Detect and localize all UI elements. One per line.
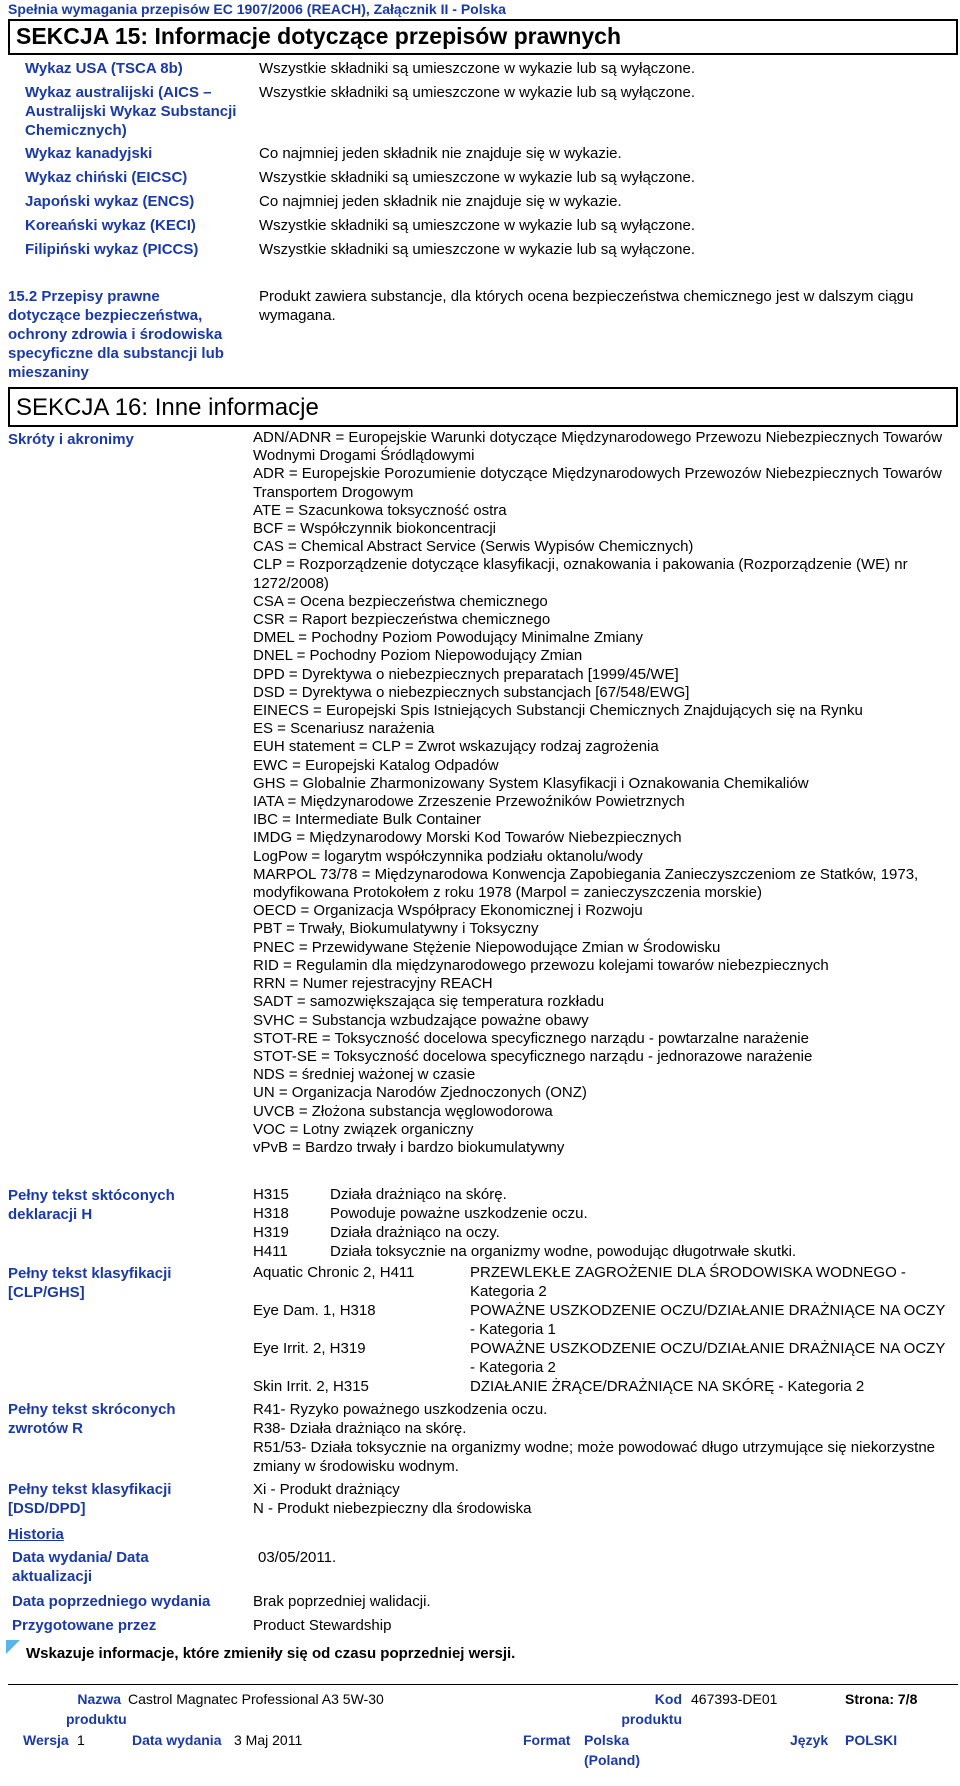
- abbreviation-item: vPvB = Bardzo trwały i bardzo biokumulatywny: [253, 1138, 565, 1156]
- inventory-value: Co najmniej jeden składnik nie znajduje się w wykazie.: [259, 193, 622, 210]
- abbreviation-item: UN = Organizacja Narodów Zjednoczonych (ONZ): [253, 1084, 587, 1102]
- inventory-label: Filipiński wykaz (PICCS): [25, 241, 199, 258]
- clp-code: Eye Dam. 1, H318: [253, 1302, 376, 1319]
- abbreviation-item: MARPOL 73/78 = Międzynarodowa Konwencja Zapobiegania Zanieczyszczeniom ze Statków, 1973, modyfikowana Protokołem z roku 1978 (Marpol = zanieczyszczenia morskie): [253, 865, 919, 902]
- product-code-label: Kod produktu: [621, 1691, 682, 1727]
- dsd-item: Xi - Produkt drażniący: [253, 1481, 400, 1498]
- issue-date-value: 03/05/2011.: [258, 1549, 337, 1566]
- h-code: H319: [253, 1224, 289, 1241]
- inventory-label: Japoński wykaz (ENCS): [25, 193, 195, 210]
- clp-text: POWAŻNE USZKODZENIE OCZU/DZIAŁANIE DRAŻNIĄCE NA OCZY - Kategoria 1: [470, 1302, 946, 1338]
- clp-text: POWAŻNE USZKODZENIE OCZU/DZIAŁANIE DRAŻNIĄCE NA OCZY - Kategoria 2: [470, 1340, 946, 1376]
- abbreviation-item: CSA = Ocena bezpieczeństwa chemicznego: [253, 592, 548, 610]
- abbreviation-item: EWC = Europejski Katalog Odpadów: [253, 756, 499, 774]
- inventory-label: Koreański wykaz (KECI): [25, 217, 196, 234]
- table-row: [253, 1263, 953, 1301]
- abbreviation-item: IATA = Międzynarodowe Zrzeszenie Przewoźników Powietrznych: [253, 793, 685, 811]
- h-code: H411: [253, 1243, 288, 1260]
- inventory-value: Wszystkie składniki są umieszczone w wykazie lub są wyłączone.: [259, 241, 695, 258]
- abbreviation-item: PNEC = Przewidywane Stężenie Niepowodujące Zmian w Środowisku: [253, 938, 721, 956]
- dsd-item: N - Produkt niebezpieczny dla środowiska: [253, 1500, 532, 1517]
- abbreviation-item: CAS = Chemical Abstract Service (Serwis Wypisów Chemicznych): [253, 538, 694, 556]
- clp-code: Skin Irrit. 2, H315: [253, 1378, 369, 1395]
- dsd-list: [253, 1480, 531, 1518]
- format-label: Format: [523, 1732, 571, 1748]
- inventory-value: Wszystkie składniki są umieszczone w wykazie lub są wyłączone.: [259, 217, 695, 234]
- h-code: H315: [253, 1186, 289, 1203]
- language-value: POLSKI: [845, 1732, 898, 1748]
- product-code-value: 467393-DE01: [691, 1691, 778, 1707]
- inventory-value: Wszystkie składniki są umieszczone w wykazie lub są wyłączone.: [259, 169, 695, 186]
- inventory-label: Wykaz USA (TSCA 8b): [25, 60, 183, 77]
- abbreviation-item: RID = Regulamin dla międzynarodowego przewozu kolejami towarów niebezpiecznych: [253, 956, 829, 974]
- clp-label: Pełny tekst klasyfikacji [CLP/GHS]: [8, 1265, 172, 1301]
- section-15-2-label: 15.2 Przepisy prawne dotyczące bezpieczeństwa, ochrony zdrowia i środowiska specyficzne dla substancji lub mieszaniny: [8, 288, 224, 381]
- abbreviation-item: ES = Scenariusz narażenia: [253, 720, 435, 738]
- language-label: Język: [790, 1732, 829, 1748]
- abbreviation-item: CLP = Rozporządzenie dotyczące klasyfikacji, oznakowania i pakowania (Rozporządzenie (WE) nr 1272/2008): [253, 556, 908, 592]
- h-text: Działa drażniąco na skórę.: [330, 1186, 507, 1203]
- abbreviation-item: OECD = Organizacja Współpracy Ekonomicznej i Rozwoju: [253, 902, 643, 920]
- r-phrase: R51/53- Działa toksycznie na organizmy wodne; może powodować długo utrzymujące się niekorzystne zmiany w środowisku wodnym.: [253, 1439, 936, 1475]
- h-text: Działa drażniąco na oczy.: [330, 1224, 500, 1241]
- version-value: 1: [77, 1732, 85, 1748]
- section-15-2-value: Produkt zawiera substancje, dla których ocena bezpieczeństwa chemicznego jest w dalszym ciągu wymagana.: [259, 288, 914, 324]
- abbreviation-item: DMEL = Pochodny Poziom Powodujący Minimalne Zmiany: [253, 629, 644, 647]
- abbreviation-item: STOT-RE = Toksyczność docelowa specyficznego narządu - powtarzalne narażenie: [253, 1029, 809, 1047]
- h-text: Powoduje poważne uszkodzenie oczu.: [330, 1205, 588, 1222]
- table-row: [253, 1301, 953, 1339]
- abbreviation-item: ATE = Szacunkowa toksyczność ostra: [253, 501, 507, 519]
- prepared-by-label: Przygotowane przez: [12, 1617, 157, 1634]
- abbreviations-label: Skróty i akronimy: [8, 431, 134, 448]
- abbreviation-item: STOT-SE = Toksyczność docelowa specyficznego narządu - jednorazowe narażenie: [253, 1047, 813, 1065]
- table-row: [253, 1204, 796, 1223]
- r-phrases-label: Pełny tekst skróconych zwrotów R: [8, 1401, 176, 1437]
- abbreviation-item: EINECS = Europejski Spis Istniejących Substancji Chemicznych Znajdujących się na Rynku: [253, 702, 863, 720]
- change-note: Wskazuje informacje, które zmieniły się od czasu poprzedniej wersji.: [26, 1645, 516, 1662]
- issue-date-footer-value: 3 Maj 2011: [234, 1732, 303, 1748]
- clp-text: PRZEWLEKŁE ZAGROŻENIE DLA ŚRODOWISKA WODNEGO - Kategoria 2: [470, 1264, 906, 1300]
- inventory-value: Co najmniej jeden składnik nie znajduje się w wykazie.: [259, 145, 622, 162]
- r-phrase: R38- Działa drażniąco na skórę.: [253, 1420, 467, 1437]
- issue-date-footer-label: Data wydania: [132, 1732, 222, 1748]
- inventory-label: Wykaz australijski (AICS – Australijski Wykaz Substancji Chemicznych): [25, 84, 237, 139]
- table-row: [253, 1339, 953, 1377]
- abbreviation-item: IBC = Intermediate Bulk Container: [253, 811, 482, 829]
- abbreviation-item: EUH statement = CLP = Zwrot wskazujący rodzaj zagrożenia: [253, 738, 659, 756]
- abbreviation-item: PBT = Trwały, Biokumulatywny i Toksyczny: [253, 920, 539, 938]
- abbreviation-item: VOC = Lotny związek organiczny: [253, 1120, 474, 1138]
- abbreviations-list: [253, 429, 943, 1157]
- history-heading: Historia: [8, 1526, 64, 1543]
- table-row: [253, 1185, 796, 1204]
- h-statements-table: [253, 1185, 796, 1261]
- section-16-title: SEKCJA 16: Inne informacje: [8, 387, 958, 427]
- clp-table: [253, 1263, 953, 1396]
- product-name-label: Nazwa produktu: [66, 1691, 127, 1727]
- abbreviation-item: BCF = Współczynnik biokoncentracji: [253, 520, 497, 538]
- issue-date-label: Data wydania/ Data aktualizacji: [12, 1549, 149, 1585]
- abbreviation-item: SADT = samozwiększająca się temperatura rozkładu: [253, 993, 605, 1011]
- abbreviation-item: SVHC = Substancja wzbudzające poważne obawy: [253, 1011, 589, 1029]
- inventory-label: Wykaz kanadyjski: [25, 145, 153, 162]
- version-label: Wersja: [23, 1732, 69, 1748]
- abbreviation-item: CSR = Raport bezpieczeństwa chemicznego: [253, 611, 551, 629]
- abbreviation-item: GHS = Globalnie Zharmonizowany System Klasyfikacji i Oznakowania Chemikaliów: [253, 774, 809, 792]
- abbreviation-item: DPD = Dyrektywa o niebezpiecznych preparatach [1999/45/WE]: [253, 665, 679, 683]
- section-15-title: SEKCJA 15: Informacje dotyczące przepisów prawnych: [8, 19, 958, 55]
- table-row: [253, 1377, 953, 1396]
- dsd-label: Pełny tekst klasyfikacji [DSD/DPD]: [8, 1481, 172, 1517]
- clp-code: Eye Irrit. 2, H319: [253, 1340, 366, 1357]
- clp-code: Aquatic Chronic 2, H411: [253, 1264, 415, 1281]
- h-statements-label: Pełny tekst sktóconych deklaracji H: [8, 1187, 175, 1223]
- h-text: Działa toksycznie na organizmy wodne, powodując długotrwałe skutki.: [330, 1243, 797, 1260]
- abbreviation-item: DSD = Dyrektywa o niebezpiecznych substancjach [67/548/EWG]: [253, 683, 690, 701]
- abbreviation-item: RRN = Numer rejestracyjny REACH: [253, 975, 493, 993]
- inventory-value: Wszystkie składniki są umieszczone w wykazie lub są wyłączone.: [259, 84, 695, 101]
- r-phrase: R41- Ryzyko poważnego uszkodzenia oczu.: [253, 1401, 548, 1418]
- h-code: H318: [253, 1205, 289, 1222]
- format-value: Polska (Poland): [584, 1732, 640, 1768]
- footer-divider: [8, 1684, 958, 1685]
- change-marker-icon: [6, 1640, 20, 1654]
- inventory-value: Wszystkie składniki są umieszczone w wykazie lub są wyłączone.: [259, 60, 695, 77]
- abbreviation-item: ADR = Europejskie Porozumienie dotyczące Międzynarodowych Przewozów Niebezpiecznych Towarów Transportem Drogowym: [253, 465, 942, 501]
- table-row: [253, 1242, 796, 1261]
- table-row: [253, 1223, 796, 1242]
- clp-text: DZIAŁANIE ŻRĄCE/DRAŻNIĄCE NA SKÓRĘ - Kategoria 2: [470, 1378, 865, 1395]
- abbreviation-item: UVCB = Złożona substancja węglowodorowa: [253, 1102, 553, 1120]
- abbreviation-item: ADN/ADNR = Europejskie Warunki dotyczące Międzynarodowego Przewozu Niebezpiecznych Towarów Wodnymi Drogami Śródlądowymi: [253, 429, 943, 465]
- abbreviation-item: DNEL = Pochodny Poziom Niepowodujący Zmian: [253, 647, 583, 665]
- page-number: Strona: 7/8: [845, 1691, 918, 1707]
- regulation-header: Spełnia wymagania przepisów EC 1907/2006 (REACH), Załącznik II - Polska: [8, 1, 506, 17]
- abbreviation-item: IMDG = Międzynarodowy Morski Kod Towarów Niebezpiecznych: [253, 829, 682, 847]
- prepared-by-value: Product Stewardship: [253, 1617, 392, 1634]
- previous-issue-label: Data poprzedniego wydania: [12, 1593, 211, 1610]
- abbreviation-item: NDS = średniej ważonej w czasie: [253, 1066, 476, 1084]
- r-phrases-list: [253, 1400, 943, 1476]
- abbreviation-item: LogPow = logarytm współczynnika podziału oktanolu/wody: [253, 847, 643, 865]
- inventory-label: Wykaz chiński (EICSC): [25, 169, 188, 186]
- product-name-value: Castrol Magnatec Professional A3 5W-30: [128, 1691, 384, 1707]
- previous-issue-value: Brak poprzedniej walidacji.: [253, 1593, 431, 1610]
